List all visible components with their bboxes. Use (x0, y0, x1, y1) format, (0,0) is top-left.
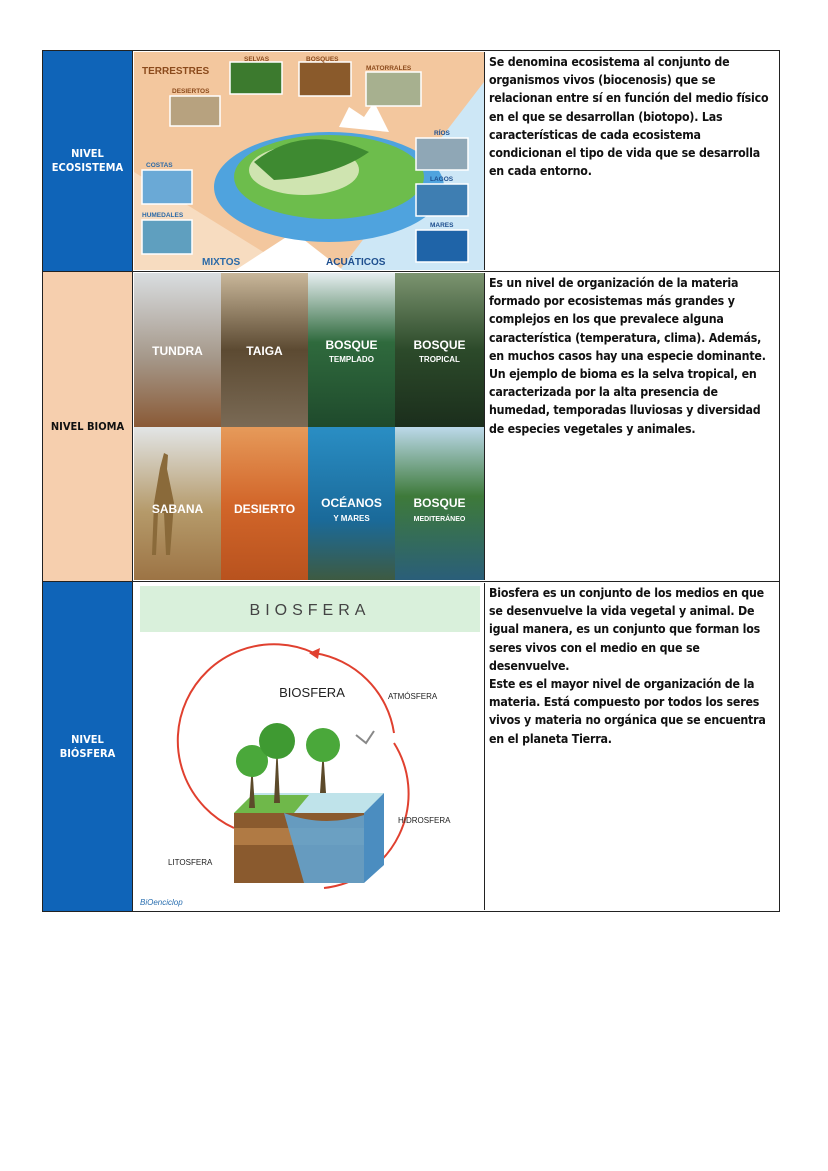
group-label: TERRESTRES (142, 66, 210, 77)
label-line: NIVEL (71, 732, 104, 746)
description-bioma (489, 274, 773, 438)
habitat-label: RÍOS (434, 130, 450, 137)
biome-title: SABANA (151, 502, 204, 516)
habitat-label: LAGOS (430, 176, 454, 183)
group-label: MIXTOS (202, 257, 241, 268)
arrow-head (309, 648, 320, 659)
description-paragraph: Este es el mayor nivel de organización de la materia. Está compuesto por todos los seres vivos y materia no orgánica que se encuentra en el planeta Tierra. (489, 677, 766, 746)
bird-shape (356, 731, 374, 743)
thumb-desiertos (170, 96, 220, 126)
ecosystem-diagram (134, 52, 484, 270)
biome-title: TUNDRA (152, 344, 203, 358)
lithosphere-label: LITOSFERA (168, 858, 213, 867)
biosphere-image (134, 583, 485, 910)
atmosphere-label: ATMÓSFERA (388, 692, 438, 701)
biosphere-diagram (134, 583, 484, 910)
thumb-bosques (299, 62, 351, 96)
biome-image (134, 273, 485, 580)
biome-title: DESIERTO (233, 502, 296, 516)
biome-subtitle: MEDITERÁNEO (413, 516, 466, 523)
label-line: NIVEL (71, 147, 104, 160)
palm-crown (306, 728, 340, 762)
habitat-label: COSTAS (146, 162, 173, 169)
habitat-label: SELVAS (244, 56, 270, 63)
biome-grid (134, 273, 484, 580)
description-paragraph: Un ejemplo de bioma es la selva tropical, en caracterizada por la alta presencia de humedad, temporadas lluviosas y diversidad de especies vegetales y animales. (489, 367, 761, 436)
label-bioma (43, 272, 133, 581)
habitat-label: HUMEDALES (142, 212, 184, 219)
label-biosfera (43, 582, 133, 911)
label-line: ECOSISTEMA (51, 161, 124, 174)
thumb-selvas (230, 62, 282, 94)
biome-title: BOSQUE (325, 338, 378, 352)
habitat-label: MARES (430, 222, 454, 229)
row-ecosistema (43, 51, 779, 272)
description-paragraph: Biosfera es un conjunto de los medios en que se desenvuelve la vida vegetal y animal. De igual manera, es un conjunto que forman los seres vivos con el medio en que se desenvuelve. (489, 586, 764, 673)
label-ecosistema (43, 51, 133, 271)
thumb-lagos (416, 184, 468, 216)
description-paragraph: Es un nivel de organización de la materia formado por ecosistemas más grandes y complejos en los que prevalece alguna característica (temperatura, clima). Además, en muchos casos hay una especie dominante. (489, 276, 766, 363)
biome-subtitle: TROPICAL (419, 355, 460, 364)
hydrosphere-label: HIDROSFERA (398, 816, 451, 825)
thumb-matorrales (366, 72, 421, 106)
biome-subtitle: Y MARES (333, 514, 370, 523)
group-label: ACUÁTICOS (326, 257, 386, 268)
banner-title: BIOSFERA (249, 602, 371, 619)
habitat-label: BOSQUES (306, 56, 339, 63)
palm-crown (259, 723, 295, 759)
row-biosfera (43, 582, 779, 911)
biome-title: TAIGA (246, 344, 283, 358)
label-line: BIÓSFERA (59, 746, 116, 760)
thumb-mares (416, 230, 468, 262)
biome-title: OCÉANOS (321, 496, 382, 510)
biome-subtitle: TEMPLADO (329, 355, 374, 364)
thumb-humedales (142, 220, 192, 254)
description-paragraph: Se denomina ecosistema al conjunto de organismos vivos (biocenosis) que se relacionan entre sí en función del medio físico en el que se desarrollan (biotopo). Las características de cada ecosistema condicionan el tipo de vida que se desarrolla en cada entorno. (489, 55, 769, 179)
row-bioma (43, 272, 779, 582)
biome-title: BOSQUE (413, 496, 466, 510)
description-ecosistema (489, 53, 773, 180)
description-biosfera (489, 584, 773, 748)
biome-title: BOSQUE (413, 338, 466, 352)
ecosystem-image (134, 52, 485, 270)
habitat-label: MATORRALES (366, 65, 412, 72)
center-label: BIOSFERA (279, 685, 345, 700)
thumb-costas (142, 170, 192, 204)
brand-logo: BiOenciclop (140, 898, 183, 907)
thumb-rios (416, 138, 468, 170)
levels-table (42, 50, 780, 912)
habitat-label: DESIERTOS (172, 88, 210, 95)
label-line: NIVEL BIOMA (50, 419, 125, 433)
